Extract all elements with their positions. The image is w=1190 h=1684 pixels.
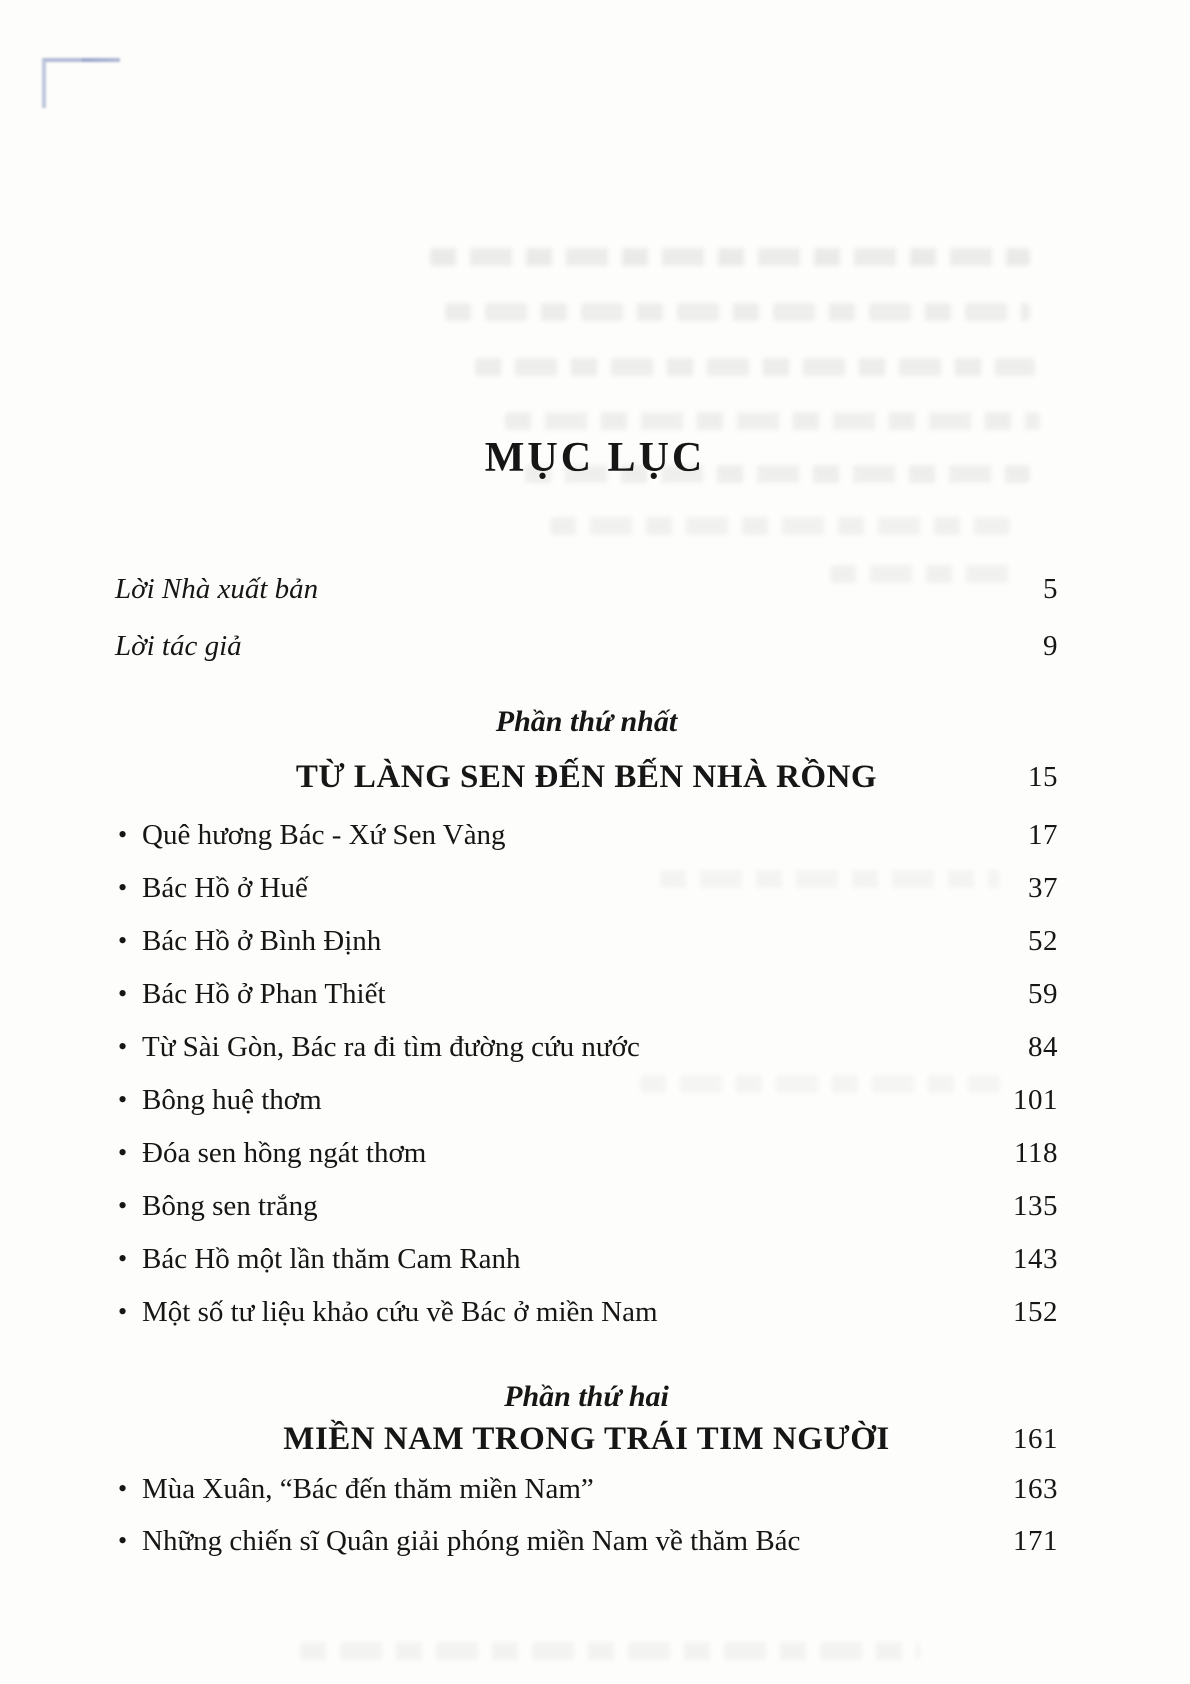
entry-label: Lời Nhà xuất bản [115,573,319,605]
entry-label: Bác Hồ ở Phan Thiết [142,978,386,1010]
toc-entry [115,1133,1058,1173]
toc-entry [115,1080,1058,1120]
section-heading-row [115,755,1058,799]
bleed-through-artifact [445,303,1030,321]
bullet-icon: • [118,1297,128,1326]
page-title: MỤC LỤC [484,435,706,481]
entry-page-number: 163 [1013,1473,1058,1505]
bullet-icon: • [118,1032,128,1061]
entry-page-number: 52 [1028,925,1058,957]
entry-label: Bông huệ thơm [142,1084,322,1116]
toc-entry [115,921,1058,961]
toc-entry [115,815,1058,855]
section-page-number: 161 [1013,1423,1058,1455]
toc-entry [115,1239,1058,1279]
entry-page-number: 17 [1028,819,1058,851]
entry-label: Những chiến sĩ Quân giải phóng miền Nam về thăm Bác [142,1525,801,1557]
bullet-icon: • [118,873,128,902]
entry-page-number: 101 [1013,1084,1058,1116]
entry-page-number: 135 [1013,1190,1058,1222]
entry-page-number: 59 [1028,978,1058,1010]
toc-front-matter-row [115,626,1058,666]
toc-entry [115,1027,1058,1067]
section-heading: MIỀN NAM TRONG TRÁI TIM NGƯỜI [283,1421,890,1457]
bleed-through-artifact [300,1642,920,1660]
part-label: Phần thứ hai [504,1380,669,1413]
entry-page-number: 9 [1043,630,1058,662]
corner-crop-mark [42,58,120,108]
bullet-icon: • [118,820,128,849]
entry-label: Từ Sài Gòn, Bác ra đi tìm đường cứu nước [142,1031,640,1063]
entry-label: Quê hương Bác - Xứ Sen Vàng [142,819,506,851]
bullet-icon: • [118,979,128,1008]
toc-entry [115,974,1058,1014]
bleed-through-artifact [475,358,1035,376]
toc-entry [115,1292,1058,1332]
entry-page-number: 143 [1013,1243,1058,1275]
entry-page-number: 5 [1043,573,1058,605]
section-heading: TỪ LÀNG SEN ĐẾN BẾN NHÀ RỒNG [295,759,878,795]
entry-label: Bông sen trắng [142,1190,318,1222]
entry-page-number: 84 [1028,1031,1058,1063]
bullet-icon: • [118,1526,128,1555]
entry-label: Bác Hồ ở Huế [142,872,308,904]
bullet-icon: • [118,1474,128,1503]
entry-label: Đóa sen hồng ngát thơm [142,1137,427,1169]
entry-label: Bác Hồ ở Bình Định [142,925,382,957]
section-heading-row [115,1417,1058,1461]
entry-label: Lời tác giả [115,630,242,662]
entry-page-number: 171 [1013,1525,1058,1557]
entry-label: Một số tư liệu khảo cứu về Bác ở miền Nam [142,1296,658,1328]
bleed-through-artifact [505,412,1040,430]
bleed-through-artifact [430,248,1030,266]
toc-front-matter-row [115,569,1058,609]
bullet-icon: • [118,1191,128,1220]
bullet-icon: • [118,1138,128,1167]
toc-entry [115,1521,1058,1561]
bleed-through-artifact [550,517,1010,535]
toc-entry [115,1469,1058,1509]
toc-entry [115,868,1058,908]
entry-label: Mùa Xuân, “Bác đến thăm miền Nam” [142,1473,594,1505]
entry-page-number: 152 [1013,1296,1058,1328]
section-page-number: 15 [1028,761,1058,793]
part-label: Phần thứ nhất [495,705,678,738]
entry-page-number: 37 [1028,872,1058,904]
bullet-icon: • [118,1085,128,1114]
bullet-icon: • [118,1244,128,1273]
entry-page-number: 118 [1014,1137,1058,1169]
bullet-icon: • [118,926,128,955]
entry-label: Bác Hồ một lần thăm Cam Ranh [142,1243,521,1275]
toc-entry [115,1186,1058,1226]
